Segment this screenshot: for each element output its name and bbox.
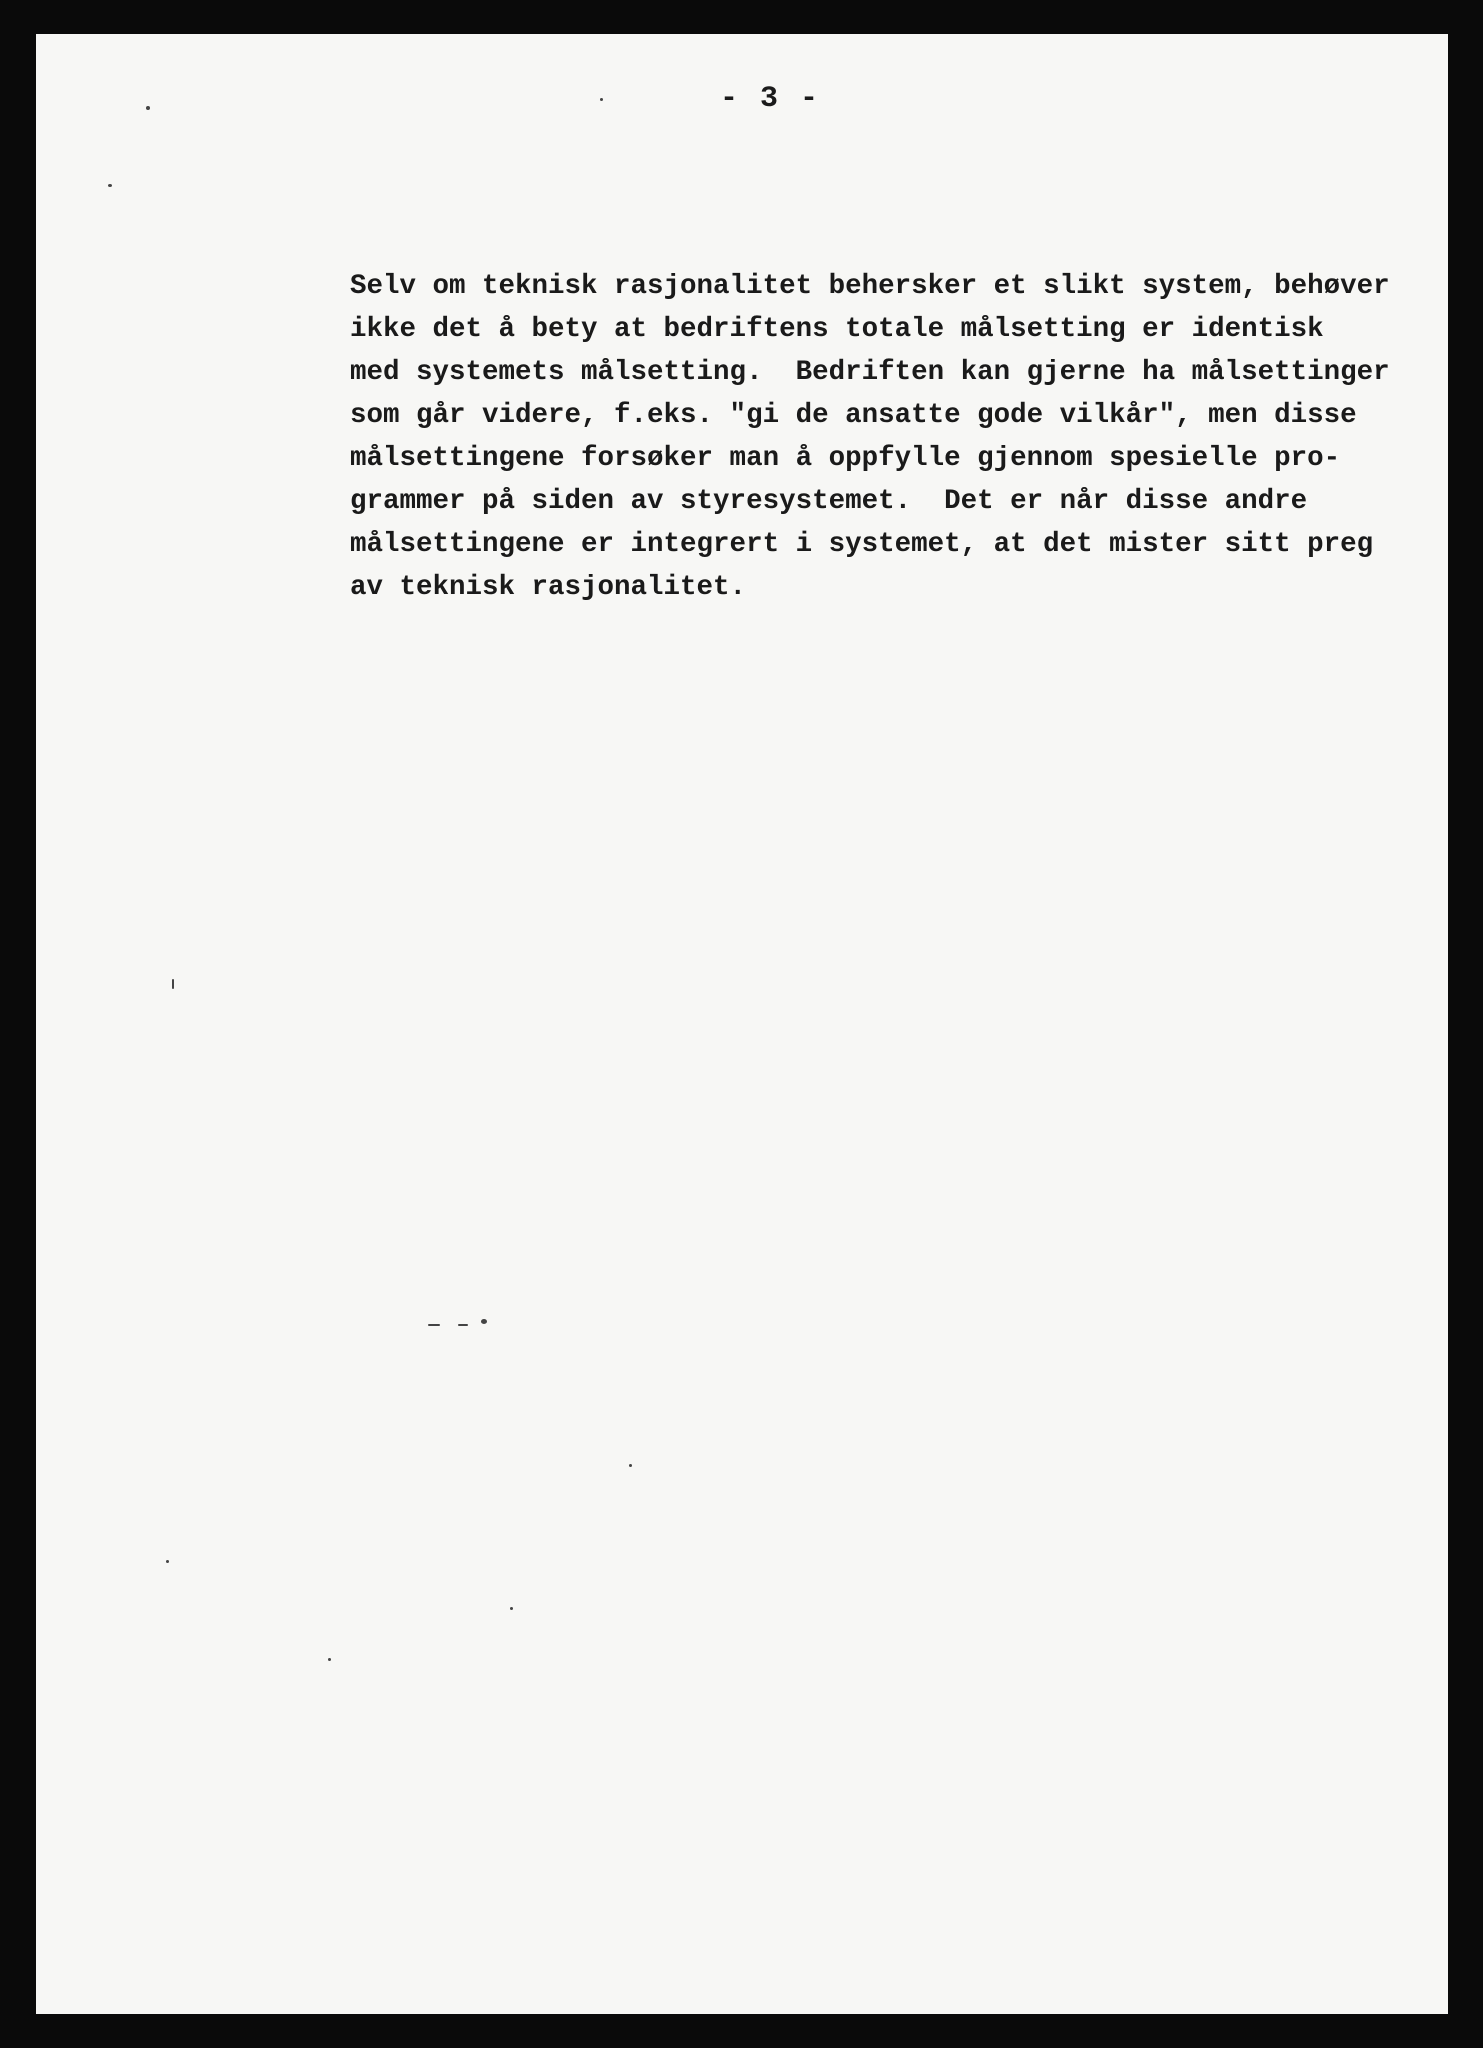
scan-speck — [600, 98, 603, 101]
scan-speck — [146, 106, 150, 110]
text-line: grammer på siden av styresystemet. Det er når disse andre — [350, 486, 1308, 517]
page-number: - 3 - — [719, 82, 820, 116]
scan-speck — [172, 979, 174, 989]
scan-speck — [108, 184, 112, 187]
scan-speck — [458, 1324, 468, 1326]
text-line: målsettingene er integrert i systemet, at det mister sitt preg — [350, 529, 1374, 560]
text-line: med systemets målsetting. Bedriften kan gjerne ha målsettinger — [350, 357, 1390, 388]
body-paragraph — [350, 265, 1450, 609]
scan-speck — [481, 1319, 487, 1324]
scan-speck — [166, 1560, 169, 1563]
text-line: målsettingene forsøker man å oppfylle gjennom spesielle pro- — [350, 443, 1341, 474]
scan-speck — [428, 1324, 440, 1326]
scan-speck — [629, 1464, 632, 1467]
document-page — [36, 34, 1448, 2014]
text-line: ikke det å bety at bedriftens totale målsetting er identisk — [350, 314, 1324, 345]
scan-speck — [328, 1658, 331, 1661]
text-line: Selv om teknisk rasjonalitet behersker et slikt system, behøver — [350, 271, 1390, 302]
text-line: av teknisk rasjonalitet. — [350, 572, 747, 603]
text-line: som går videre, f.eks. "gi de ansatte gode vilkår", men disse — [350, 400, 1357, 431]
scan-speck — [510, 1607, 513, 1610]
